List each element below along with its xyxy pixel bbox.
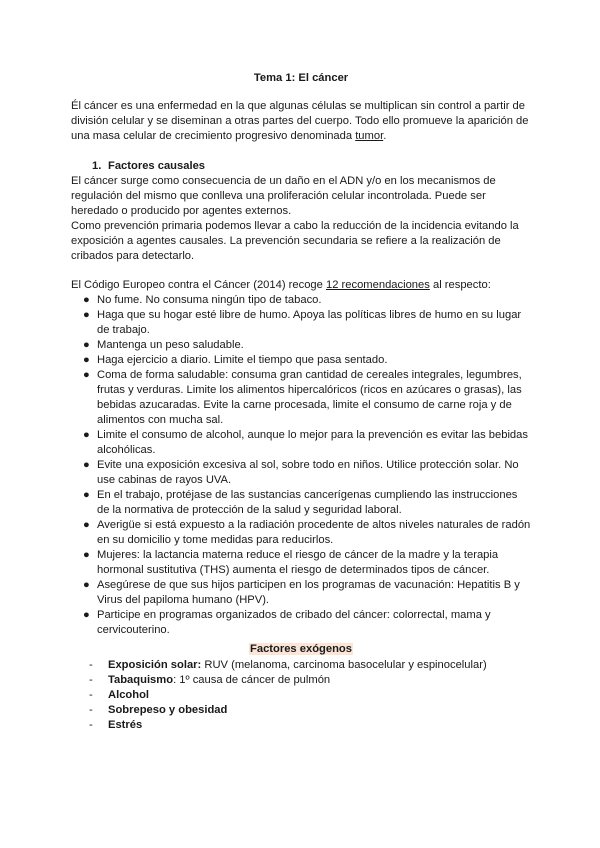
bullet-icon: ● [83,609,90,621]
list-item [71,293,531,308]
list-item [71,608,531,638]
bullet-icon: ● [83,294,90,306]
recommendation-text: Haga ejercicio a diario. Limite el tiempo que pasa sentado. [97,354,388,366]
codigo-europeo-section [71,278,531,638]
factor-name: Tabaquismo [108,674,174,686]
intro-paragraph [71,99,531,144]
exogenous-list [71,658,531,733]
section-heading [71,159,531,174]
intro-end: . [383,130,387,142]
codigo-intro-text: El Código Europeo contra el Cáncer (2014) recoge [71,279,326,291]
section-factores-causales [71,159,531,264]
recommendation-text: Averigüe si está expuesto a la radiación procedente de altos niveles naturales de radón en su domicilio y tome medidas para reducirlos. [97,519,531,546]
exogenous-factors [71,658,531,733]
recommendation-text: Limite el consumo de alcohol, aunque lo mejor para la prevención es evitar las bebidas alcohólicas. [97,429,528,456]
list-item [71,488,531,518]
recommendations-list [71,293,531,638]
bullet-icon: ● [83,459,90,471]
recomendaciones-link[interactable]: 12 recomendaciones [325,279,430,291]
list-item [71,368,531,428]
section-paragraph-2: Como prevención primaria podemos llevar a cabo la reducción de la incidencia evitando la exposición a agentes causales. La prevención secundaria se refiere a la realización de cribados para detectarlo. [71,220,519,262]
bullet-icon: ● [83,579,90,591]
bullet-icon: ● [83,339,90,351]
recommendation-text: Evite una exposición excesiva al sol, sobre todo en niños. Utilice protección solar. No use cabinas de rayos UVA. [97,459,519,486]
document-title: Tema 1: El cáncer [253,72,349,84]
codigo-intro-end: al respecto: [429,279,491,291]
factor-detail: RUV (melanoma, carcinoma basocelular y espinocelular) [201,659,487,671]
list-item [71,548,531,578]
bullet-icon: ● [83,354,90,366]
bullet-icon: ● [83,429,90,441]
list-item [71,718,531,733]
recommendation-text: Participe en programas organizados de cribado del cáncer: colorrectal, mama y cervicouterino. [97,609,491,636]
recommendation-text: No fume. No consuma ningún tipo de tabaco. [97,294,322,306]
factor-name: Estrés [108,719,143,731]
recommendation-text: Haga que su hogar esté libre de humo. Apoya las políticas libres de humo en su lugar de trabajo. [97,309,522,336]
list-item [71,673,531,688]
bullet-icon: ● [83,519,90,531]
list-item [71,458,531,488]
heading-highlight: Factores exógenos [250,643,352,655]
list-item [71,688,531,703]
bullet-icon: ● [83,489,90,501]
recommendation-text: Mujeres: la lactancia materna reduce el riesgo de cáncer de la madre y la terapia hormonal sustitutiva (THS) aumenta el riesgo de determinados tipos de cáncer. [97,549,499,576]
factor-name: Alcohol [108,689,150,701]
factor-name: Exposición solar: [108,659,202,671]
dash-icon: - [89,659,93,671]
list-item [71,338,531,353]
list-item [71,518,531,548]
section-heading-text: Factores causales [108,160,206,172]
dash-icon: - [89,704,93,716]
intro-text: Él cáncer es una enfermedad en la que algunas células se multiplican sin control a partir de división celular y se diseminan a otras partes del cuerpo. Todo ello promueve la aparición de una masa celular de crecimiento progresivo denominada [71,100,529,142]
section-number: 1. [92,160,102,172]
bullet-icon: ● [83,549,90,561]
list-item [71,428,531,458]
recommendation-text: En el trabajo, protéjase de las sustancias cancerígenas cumpliendo las instrucciones de la normativa de protección de la salud y seguridad laboral. [97,489,518,516]
dash-icon: - [89,674,93,686]
list-item [71,308,531,338]
recommendation-text: Mantenga un peso saludable. [97,339,244,351]
list-item [71,578,531,608]
recommendation-text: Asegúrese de que sus hijos participen en los programas de vacunación: Hepatitis B y Virus del papiloma humano (HPV). [97,579,520,606]
list-item [71,353,531,368]
dash-icon: - [89,689,93,701]
bullet-icon: ● [83,369,90,381]
bullet-icon: ● [83,309,90,321]
section-paragraph-1: El cáncer surge como consecuencia de un daño en el ADN y/o en los mecanismos de regulación del mismo que conlleva una proliferación celular incontrolada. Puede ser heredado o producido por agentes externos. [71,175,496,217]
tumor-link[interactable]: tumor [355,130,384,142]
factor-name: Sobrepeso y obesidad [108,704,228,716]
factor-detail: : 1º causa de cáncer de pulmón [173,674,331,686]
recommendation-text: Coma de forma saludable: consuma gran cantidad de cereales integrales, legumbres, frutas y verduras. Limite los alimentos hipercalóricos (ricos en azúcares o grasas), las bebidas azucaradas. Evite la carne procesada, limite el consumo de carne roja y de alimentos con mucha sal. [97,369,522,426]
dash-icon: - [89,719,93,731]
factores-exogenos-heading [71,642,531,657]
list-item [71,703,531,718]
codigo-intro [71,278,531,293]
list-item [71,658,531,673]
